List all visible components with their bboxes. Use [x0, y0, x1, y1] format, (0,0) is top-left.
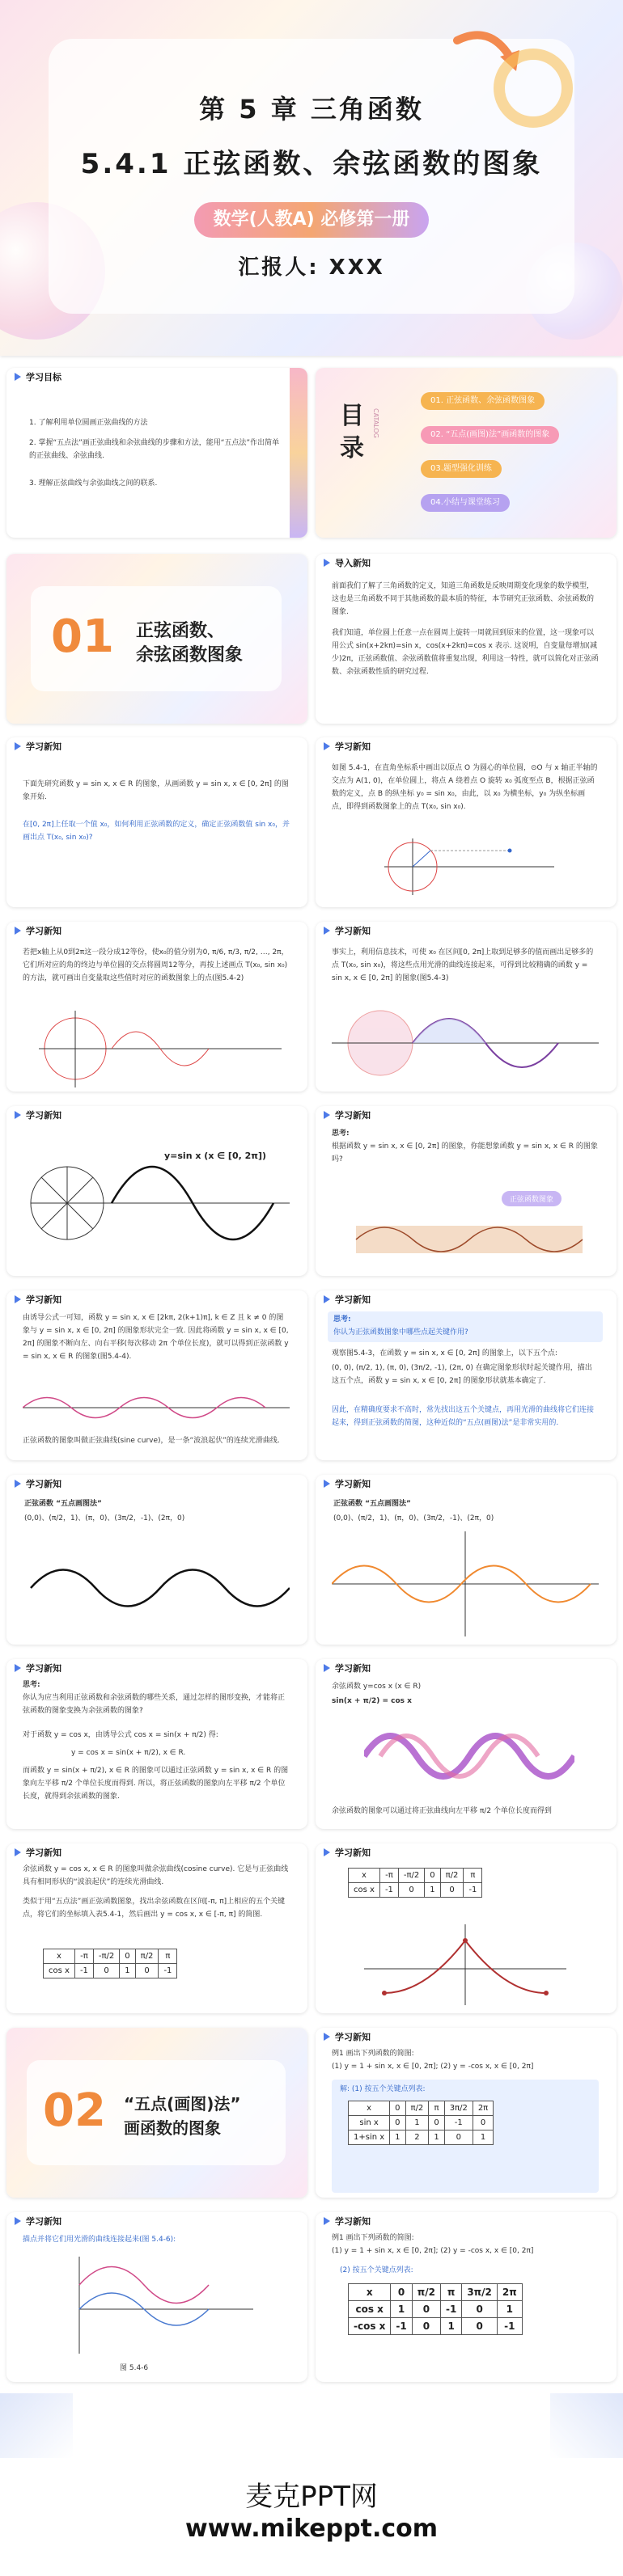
table-cell: 0: [398, 1883, 424, 1898]
think-label: 思考:: [333, 1315, 351, 1324]
think-label: 思考:: [23, 1681, 40, 1689]
paragraph: 下面先研究函数 y = sin x, x ∈ R 的图象，从画函数 y = sin x, x ∈ [0, 2π] 的图象开始.: [23, 780, 289, 801]
table-cell: -1: [159, 1964, 177, 1978]
sine-curve-figure: [23, 1548, 290, 1628]
question: 你认为正弦函数图象中哪些点起关键作用?: [333, 1328, 468, 1337]
table-cell: 3π/2: [444, 2101, 473, 2116]
table-cell: -π: [74, 1949, 93, 1964]
new1-slide: [6, 737, 307, 907]
formula: y=sin x (x ∈ [0, 2π]): [164, 1151, 267, 1161]
label: 正弦函数 “五点画图法”: [24, 1500, 102, 1508]
question: 例1 画出下列函数的简图:: [332, 2234, 414, 2242]
table-cell: -π/2: [398, 1869, 424, 1883]
table-cell: -1: [379, 1883, 398, 1898]
table-cell: 1: [390, 2130, 405, 2145]
part-number: 01: [51, 610, 114, 663]
table-cell: 1: [425, 1883, 440, 1898]
table-cell: 0: [462, 2301, 498, 2318]
new13-slide: [6, 1843, 307, 2013]
goal-item: 2. 掌握“五点法”画正弦曲线和余弦曲线的步骤和方法，能用“五点法”作出简单的正弦曲线、余弦曲线.: [29, 439, 280, 460]
ex2-slide: [6, 2212, 307, 2382]
slide-header: 学习新知: [6, 1106, 70, 1124]
slide-header: 学习新知: [316, 1843, 379, 1861]
paragraph: 描点并将它们用光滑的曲线连接起来(图 5.4-6):: [23, 2236, 176, 2244]
table-cell: π/2: [412, 2284, 440, 2301]
twelve-point-figure: [39, 1011, 282, 1087]
value-table: [348, 2101, 494, 2145]
question: (1) y = 1 + sin x, x ∈ [0, 2π]; (2) y = -cos x, x ∈ [0, 2π]: [332, 2247, 534, 2255]
footer-decoration: [550, 2393, 623, 2458]
table-cell: 0: [425, 1869, 440, 1883]
points: (0,0)、(π/2，1)、(π，0)、(3π/2，-1)、(2π，0): [333, 1514, 494, 1522]
table-cell: x: [349, 1869, 380, 1883]
paragraph: 余弦函数 y = cos x, x ∈ R 的图象叫做余弦曲线(cosine curve). 它是与正弦曲线具有相同形状的“波浪起伏”的连续光滑曲线.: [23, 1865, 289, 1886]
part2-slide: [6, 2028, 307, 2198]
paragraph: 根据函数 y = sin x, x ∈ [0, 2π] 的图象，你能想象函数 y = sin x, x ∈ R 的图象吗?: [332, 1142, 598, 1163]
table-cell: 0: [390, 2101, 405, 2116]
table-cell: 2: [405, 2130, 429, 2145]
table-cell: cos x: [349, 2301, 391, 2318]
goals-slide: [6, 368, 307, 538]
paragraph: 因此，在精确度要求不高时，常先找出这五个关键点，再用光滑的曲线将它们连接起来，得到正弦函数的简图，这种近似的“五点(画图)法”是非常实用的.: [332, 1406, 595, 1427]
paragraph: 类似于用“五点法”画正弦函数图象，找出余弦函数在区间[-π, π]上相应的五个关键点，将它们的坐标填入表5.4-1，然后画出 y = cos x, x ∈ [-π, π] 的简图.: [23, 1898, 286, 1919]
brand-url[interactable]: www.mikeppt.com: [185, 2515, 438, 2543]
footer-decoration: [0, 2393, 73, 2458]
new11-slide: [6, 1659, 307, 1829]
slide-header: 学习新知: [6, 1290, 70, 1308]
table-cell: 1: [473, 2130, 493, 2145]
slide-header: 学习目标: [6, 368, 70, 386]
table-cell: π/2: [440, 1869, 464, 1883]
new3-slide: [6, 922, 307, 1092]
label: 正弦函数 “五点画图法”: [333, 1500, 411, 1508]
value-table: [348, 1868, 482, 1898]
slide-header: 导入新知: [316, 554, 379, 572]
table-cell: π/2: [135, 1949, 159, 1964]
paragraph: (0, 0), (π/2, 1), (π, 0), (3π/2, -1), (2π, 0) 在确定图象形状时起关键作用，描出这五个点，函数 y = sin x, x ∈ [0, 2π] 的图象形状就基本确定了.: [332, 1364, 592, 1385]
table-cell: 0: [390, 2116, 405, 2130]
part-title: 正弦函数、: [136, 621, 226, 641]
table-cell: 1+sin x: [349, 2130, 390, 2145]
paragraph: 若把x轴上从0到2π这一段分成12等份，使x₀的值分别为0, π/6, π/3, π/2, …, 2π，它们所对应的角的终边与单位圆的交点将圆周12等分，再按上述画点 T(x₀, sin x₀) 的方法，就可画出自变量取这些值时对应的函数图象上的点(图5.4-2): [23, 948, 289, 982]
slide-header: 学习新知: [6, 737, 70, 755]
paragraph: 正弦函数的图象叫做正弦曲线(sine curve)，是一条“波浪起伏”的连续光滑曲线.: [23, 1437, 280, 1445]
table-cell: 0: [440, 1883, 464, 1898]
slide-header: 学习新知: [6, 1475, 70, 1493]
paragraph: 由诱导公式一可知，函数 y = sin x, x ∈ [2kπ, 2(k+1)π], k ∈ Z 且 k ≠ 0 的图象与 y = sin x, x ∈ [0, 2π] 的图象形状完全一致. 因此将函数 y = sin x, x ∈ [0, 2π] 的图象不断向左、向右平移(每次移动 2π 个单位长度)，就可以得到正弦函数 y = sin x, x ∈ R 的图象(图5.4-4).: [23, 1314, 289, 1361]
table-cell: -1: [440, 2301, 461, 2318]
toc-item[interactable]: 04.小结与课堂练习: [421, 494, 510, 512]
table-cell: π/2: [405, 2101, 429, 2116]
figure-caption: 图 5.4-6: [120, 2364, 149, 2372]
unit-circle-figure: [380, 834, 558, 899]
toc-slide: [316, 368, 617, 538]
new4-slide: [316, 922, 617, 1092]
ex3-slide: [316, 2212, 617, 2382]
table-cell: 0: [429, 2116, 444, 2130]
chapter-title: 第 5 章 三角函数: [199, 94, 424, 125]
part-title: 余弦函数图象: [136, 645, 244, 665]
table-cell: 0: [444, 2130, 473, 2145]
table-cell: 1: [391, 2301, 412, 2318]
part-title: 画函数的图象: [124, 2118, 221, 2138]
table-cell: -1: [497, 2318, 522, 2335]
new12-slide: [316, 1659, 617, 1829]
table-cell: 0: [391, 2284, 412, 2301]
table-cell: -π: [379, 1869, 398, 1883]
slide-header: 学习新知: [316, 922, 379, 940]
slide-header: 学习新知: [316, 1659, 379, 1677]
sine-figure: [332, 1003, 599, 1083]
part-title: “五点(画图)法”: [124, 2094, 241, 2114]
table-cell: -π/2: [93, 1949, 119, 1964]
slide-header: 学习新知: [6, 2212, 70, 2230]
table-cell: 0: [120, 1949, 135, 1964]
new10-slide: [316, 1475, 617, 1645]
badge: 正弦函数图象: [502, 1191, 562, 1206]
toc-subtitle: CATALOG: [372, 408, 379, 438]
toc-item[interactable]: 01. 正弦函数、余弦函数图象: [421, 392, 545, 410]
think-label: 思考:: [332, 1130, 350, 1138]
new5-slide: [6, 1106, 307, 1276]
new7-slide: [6, 1290, 307, 1460]
table-cell: 1: [120, 1964, 135, 1978]
slide-header: 学习新知: [316, 1106, 379, 1124]
slide-header: 学习新知: [316, 2028, 379, 2046]
table-cell: 1: [429, 2130, 444, 2145]
paragraph: 前面我们了解了三角函数的定义，知道三角函数是反映周期变化现象的数学模型，这也是三角函数不同于其他函数的最本质的特征，本节研究正弦函数、余弦函数的图象.: [332, 582, 595, 616]
slide-header: 学习新知: [316, 1290, 379, 1308]
solution-label: 解: (1) 按五个关键点列表:: [340, 2085, 426, 2093]
table-cell: x: [349, 2101, 390, 2116]
slide-header: 学习新知: [6, 922, 70, 940]
slide-header: 学习新知: [6, 1659, 70, 1677]
table-cell: -1: [391, 2318, 412, 2335]
table-cell: -1: [74, 1964, 93, 1978]
table-cell: 0: [135, 1964, 159, 1978]
table-cell: cos x: [44, 1964, 75, 1978]
slide-header: 学习新知: [316, 737, 379, 755]
paragraph: 观察图5.4-3，在函数 y = sin x, x ∈ [0, 2π] 的图象上，以下五个点:: [332, 1349, 557, 1358]
toc-item[interactable]: 03.题型强化训练: [421, 460, 502, 478]
sine-curve-figure: [23, 1387, 290, 1428]
formula: 余弦函数 y=cos x (x ∈ R): [332, 1683, 422, 1691]
table-cell: 2π: [497, 2284, 522, 2301]
table-cell: 1: [440, 2318, 461, 2335]
sine-wave-figure: [332, 1211, 599, 1268]
table-cell: sin x: [349, 2116, 390, 2130]
goal-item: 3. 理解正弦曲线与余弦曲线之间的联系.: [29, 479, 158, 488]
table-cell: -1: [444, 2116, 473, 2130]
points: (0,0)、(π/2，1)、(π，0)、(3π/2，-1)、(2π，0): [24, 1514, 185, 1522]
side-stripe: [290, 368, 307, 538]
cover-slide: [0, 0, 623, 356]
slide-header: 学习新知: [316, 1475, 379, 1493]
paragraph: 事实上，利用信息技术，可使 x₀ 在区间[0, 2π]上取到足够多的值而画出足够多的点 T(x₀, sin x₀)，将这些点用光滑的曲线连接起来，可得到比较精确的函数 y = sin x, x ∈ [0, 2π] 的图象(图5.4-3): [332, 948, 594, 982]
table-cell: 1: [405, 2116, 429, 2130]
table-cell: cos x: [349, 1883, 380, 1898]
paragraph: 而函数 y = sin(x + π/2), x ∈ R 的图象可以通过正弦函数 y = sin x, x ∈ R 的图象向左平移 π/2 个单位长度而得到. 所以，将正弦函数的图象向左平移 π/2 个单位长度，就得到余弦函数的图象.: [23, 1767, 289, 1801]
table-cell: π: [159, 1949, 177, 1964]
value-table: [348, 2283, 523, 2335]
section-title: 5.4.1 正弦函数、余弦函数的图象: [80, 148, 543, 180]
slide-header: 学习新知: [316, 2212, 379, 2230]
table-cell: -1: [464, 1883, 482, 1898]
table-cell: 0: [93, 1964, 119, 1978]
footer: [0, 2393, 623, 2576]
solution-label: (2) 按五个关键点列表:: [340, 2266, 413, 2274]
table-cell: 1: [497, 2301, 522, 2318]
paragraph: 对于函数 y = cos x，由诱导公式 cos x = sin(x + π/2) 得:: [23, 1731, 218, 1739]
formula: sin(x + π/2) = cos x: [332, 1697, 412, 1705]
table-cell: π: [440, 2284, 461, 2301]
sine-curve-figure: [332, 1531, 599, 1636]
ex1-slide: [316, 2028, 617, 2198]
question: 在[0, 2π]上任取一个值 x₀，如何利用正弦函数的定义，确定正弦函数值 sin x₀，并画出点 T(x₀, sin x₀)?: [23, 821, 290, 842]
value-table: [43, 1949, 177, 1978]
reporter-label: 汇报人: XXX: [238, 255, 385, 280]
table-cell: 3π/2: [462, 2284, 498, 2301]
table-cell: 0: [412, 2318, 440, 2335]
table-cell: 0: [412, 2301, 440, 2318]
book-pill: 数学(人教A) 必修第一册: [194, 202, 429, 238]
table-cell: -cos x: [349, 2318, 391, 2335]
intro-slide: [316, 554, 617, 724]
paragraph: 我们知道，单位圆上任意一点在圆周上旋转一周就回到原来的位置，这一现象可以用公式 sin(x+2kπ)=sin x，cos(x+2kπ)=cos x 表示. 这说明，自变量每增加(减少)2π，正弦函数值、余弦函数值将重复出现，利用这一特性，就可以简化对正弦函数、余弦函数性质的研究过程.: [332, 629, 599, 676]
table-cell: x: [44, 1949, 75, 1964]
question: 例1 画出下列函数的简图:: [332, 2050, 414, 2058]
goal-item: 1. 了解利用单位圆画正弦曲线的方法: [29, 419, 148, 427]
toc-item[interactable]: 02. “五点(画图)法”画函数的图象: [421, 426, 559, 444]
table-cell: π: [464, 1869, 482, 1883]
table-cell: x: [349, 2284, 391, 2301]
table-cell: 2π: [473, 2101, 493, 2116]
table-cell: π: [429, 2101, 444, 2116]
question: 你认为应当利用正弦函数和余弦函数的哪些关系，通过怎样的图形变换，才能将正弦函数的图象变换为余弦函数的图象?: [23, 1694, 286, 1715]
brand-name: 麦克PPT网: [245, 2481, 378, 2513]
formula: y = cos x = sin(x + π/2), x ∈ R.: [71, 1749, 186, 1757]
cosine-figure: [364, 1924, 566, 2005]
question: (1) y = 1 + sin x, x ∈ [0, 2π]; (2) y = -cos x, x ∈ [0, 2π]: [332, 2063, 534, 2071]
part1-slide: [6, 554, 307, 724]
new2-slide: [316, 737, 617, 907]
new9-slide: [6, 1475, 307, 1645]
part-number: 02: [43, 2084, 106, 2137]
shift-figure: [364, 1712, 574, 1801]
table-cell: 0: [462, 2318, 498, 2335]
paragraph: 余弦函数的图象可以通过将正弦曲线向左平移 π/2 个单位长度而得到: [332, 1807, 552, 1815]
slide-header: 学习新知: [6, 1843, 70, 1861]
paragraph: 如图 5.4-1，在直角坐标系中画出以原点 O 为圆心的单位圆，⊙O 与 x 轴正半轴的交点为 A(1, 0)，在单位圆上，将点 A 绕着点 O 旋转 x₀ 弧度至点 B，根据正弦函数的定义，点 B 的纵坐标 y₀ = sin x₀，由此，以 x₀ 为横坐标，y₀ 为纵坐标画点，即得到函数图象上的点 T(x₀, sin x₀).: [332, 764, 598, 811]
example-figure: [63, 2253, 257, 2358]
table-cell: 0: [473, 2116, 493, 2130]
new6-slide: [316, 1106, 617, 1276]
new8-slide: [316, 1290, 617, 1460]
toc-title: 目录: [340, 402, 364, 462]
new14-slide: [316, 1843, 617, 2013]
